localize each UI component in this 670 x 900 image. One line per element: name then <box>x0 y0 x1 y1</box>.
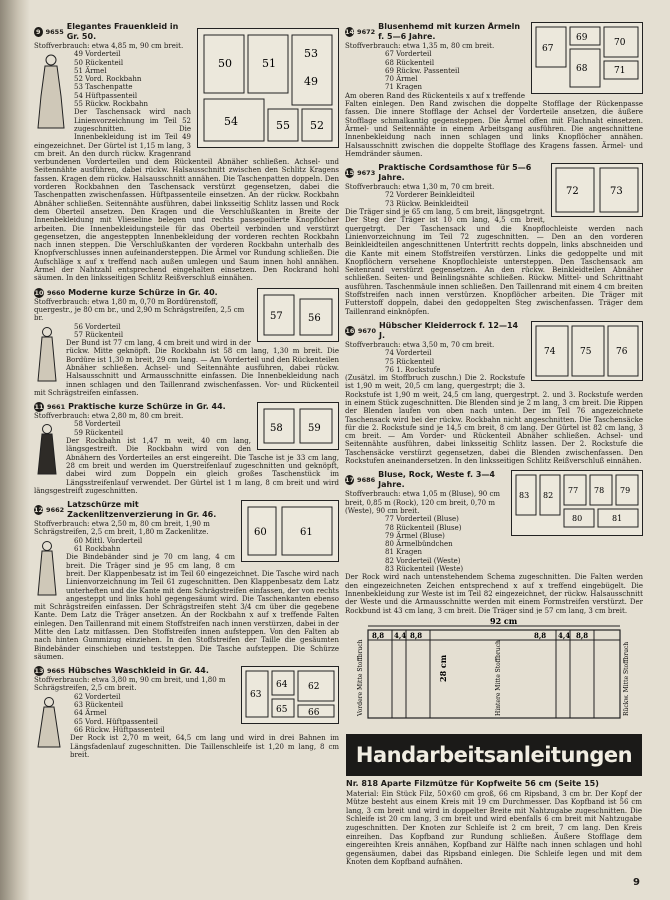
pattern-number: 9655 <box>45 28 64 36</box>
pattern-item-9670 <box>345 321 643 465</box>
fold-width-label: 4,4 <box>558 631 571 640</box>
pattern-number: 9686 <box>357 476 376 485</box>
item-number-badge: 12 <box>34 506 44 515</box>
page-number: 9 <box>633 877 640 888</box>
item-heading <box>34 402 251 412</box>
item-title: Blusenhemd mit kurzen Ärmeln f. 5—6 Jahre. <box>378 22 521 41</box>
fabric-usage: Stoffverbrauch: etwa 2,80 m, 80 cm breit. <box>34 412 184 421</box>
diagram-label: 51 <box>262 57 276 70</box>
diagram-label: 66 <box>308 708 320 719</box>
instructions-text: Der Rock wird nach untenstehendem Schema zugeschnitten. Die Falten werden den eingezeichneten Zeichen entsprechend x auf x treffend eingebügelt. Die Innenbekleidung zur Weste ist im Teil 82 eingezeichnet, der rückw. Halsausschnitt der Weste und die Armausschnitte werden mit einem Formstreifen verstürzt. Der Rockbund ist 43 cm lang, 3 cm breit. Die Träger sind je 57 cm lang, 3 cm breit. <box>345 573 643 614</box>
diagram-label: 80 <box>572 514 583 524</box>
pattern-diagram-9661 <box>257 402 339 450</box>
item-title: Hübsches Waschkleid in Gr. 44. <box>68 666 209 676</box>
pattern-parts-list: 58 Vorderteil 59 Rückenteil <box>74 420 124 437</box>
diagram-label: 76 <box>616 346 628 357</box>
pattern-parts-list: 74 Vorderteil 75 Rückenteil 76 1. Rockstufe <box>385 349 441 374</box>
diagram-label: 52 <box>310 119 324 132</box>
instructions-text: (Zusätzl. im Stoffbruch zuschn.) Die 2. Rockstufe ist 1,90 m weit, 20,5 cm lang, quergestrpt; die 3. Rockstufe ist 1,90 m weit, 24,5 cm lang, quergestrpt. 2. und 3. Rockstufe werden in einem Stück zugeschnitten. Die Blenden sind je 2 m lang, 3 cm breit. Die Rippen der Blenden laufen von oben nach unten. Der im Teil 76 angezeichnete Taschensack wird bei der rückw. Rockbahn nicht angeschnitten. Die Taschensäcke für die 2. Rockstufe sind je 14,5 cm breit, 8 cm lang. Der Gürtel ist 82 cm lang, 3 cm breit. — Am Vorder- und Rückenteil Abnäher schließen. Achsel- und Seitennähte ausführen, dabei linksseitig Schlitz lassen. Der 2. Rockstufe die Taschensäcke verstürzt gegensetzen, dabei die Blenden zwischenfassen. Den Rockstufen aneinandersetzen. In den linksseitigen Schlitz Reißverschluß einnähen. <box>345 374 643 466</box>
diagram-label: 82 <box>543 491 554 501</box>
handarbeit-heading: Nr. 818 Aparte Filzmütze für Kopfweite 56 cm (Seite 15) <box>346 779 599 788</box>
instructions-text: Der Rock ist 2,70 m weit, 64,5 cm lang und wird in drei Bahnen im Längsfadenlauf zugeschnitten. Die Taillenschleife ist 1,20 m lang, 8 cm breit. <box>70 734 339 759</box>
width-label: 92 cm <box>490 618 518 626</box>
item-title: Elegantes Frauenkleid in Gr. 50. <box>66 22 179 41</box>
diagram-label: 49 <box>304 75 318 88</box>
instructions-text: Der Bund ist 77 cm lang, 4 cm breit und wird in der rückw. Mitte geknöpft. Die Rockbahn ist 58 cm lang, 1,30 m breit. Die Bordüre ist 1,30 m breit, 29 cm lang. — Am Vorderteil und den Rückenteilen Abnäher schließen. Achsel- und Seitennähte ausführen, dabei rückw. Halsausschnitt und Armausschnitte einfassen. Die Innenbekleidung nach innen schlagen und den Taillenrand zwischenfassen. Vor- und Rückenteil mit Schrägstreifen einfassen. <box>34 339 339 397</box>
item-title: Hübscher Kleiderrock f. 12—14 J. <box>378 320 519 340</box>
instructions-text: Am oberen Rand des Rückenteils x auf x treffende Falten einlegen. Den Rand zwischen die doppelte Stofflage der Rückenpasse fassen. Die innere Stofflage der Achsel der Vorderteile ansetzen, die äußere Stofflage schmalkantig gegensteppen. Die Ärmel offen mit Flachnaht einsetzen. Ärmel- und Seitennähte in einem Arbeitsgang ausführen. Die angeschnittene Innenbekleidung nach innen schlagen und links Knopflöcher annähen. Halsausschnitt zwischen die doppelte Stofflage des Kragens fassen. Ärmel- und Hemdränder säumen. <box>345 91 643 158</box>
fold-width-label: 8,8 <box>534 631 547 640</box>
instructions-text: Die Träger sind je 65 cm lang, 5 cm breit, längsgetrgnt. Der Steg der Träger ist 10 cm lang, 4,5 cm breit, quergetrgt. Der Taschensack und die Knopflochleiste werden nach Linienvorzeichnung im Teil 72 zugeschnitten. — Den an den vorderen Beinkleidteilen angeschnittenen Untertritt rechts doppeln, links abschneiden und die Kante mit einem Stoffstreifen verstürzen. Links die gedoppelte und mit Knopflöchern versehene Knopflochleiste untersteppen. Den Taschensack am Seitenrand verstürzt gegensetzen. An den rückw. Beinkleidteilen Abnäher schließen. Seiten- und Beinlingsnähte schließen. Rückw. Mittel- und Schrittnaht ausführen. Taschenmäule innen schließen. Den Taillenrand mit einem 4 cm breiten Stoffstreifen nach innen verstürzen. Knopflöcher arbeiten. Die Träger mit Futterstoff doppeln, dabei den gedoppelten Steg zwischenfassen. Träger dem Taillenrand einknöpfen. <box>345 208 643 316</box>
pattern-diagram-9660 <box>257 288 339 342</box>
item-number-badge: 16 <box>345 326 355 335</box>
pattern-diagram-9686 <box>511 470 643 536</box>
diagram-label: 71 <box>614 66 626 76</box>
item-number-badge: 11 <box>34 403 44 412</box>
fabric-usage: Stoffverbrauch: etwa 2,50 m, 80 cm breit, 1,90 m Schrägstreifen, 2,5 cm breit, 1,80 m Zackenlitze. <box>34 520 210 537</box>
diagram-label: 68 <box>576 64 588 74</box>
fabric-usage: Stoffverbrauch: etwa 1,30 m, 70 cm breit. <box>345 183 495 192</box>
fabric-usage: Stoffverbrauch: etwa 3,50 m, 70 cm breit. <box>345 340 495 349</box>
diagram-label: 61 <box>300 527 313 539</box>
pattern-diagram-9672 <box>531 22 643 94</box>
pattern-diagram-9662 <box>241 500 339 562</box>
dress-illustration-icon <box>34 52 68 132</box>
pattern-number: 9670 <box>357 326 376 335</box>
diagram-label: 70 <box>614 38 626 48</box>
item-title: Moderne kurze Schürze in Gr. 40. <box>68 287 218 297</box>
pattern-item-9686 <box>345 470 643 614</box>
fabric-usage: Stoffverbrauch: etwa 1,80 m, 0,70 m Bordürenstoff, quergestr., je 80 cm br., und 2,90 m Schrägstreifen, 2,5 cm br. <box>34 297 245 323</box>
section-banner: Handarbeitsanleitungen <box>346 734 642 776</box>
handarbeit-text: Material: Ein Stück Filz, 50×60 cm groß, 66 cm Ripsband, 3 cm br. Der Kopf der Mütze besteht aus einem Kreis mit 19 cm Durchmesser. Das Kopfband ist 56 cm lang, 3 cm breit und wird in doppelter Breite mit Nahtzugabe zugeschnitten. Die Schleife ist 20 cm lang, 3 cm breit und wird ebenfalls 6 cm breit mit Nahtzugabe zugeschnitten. Der Knoten zur Schleife ist 2 cm breit, 7 cm lang. Den Kreis einreihen. Das Kopfband zur Rundung schließen. Äußere Stofflage dem eingereihten Kreis annähen, Kopfband zur Hälfte nach innen schlagen und hohl gegensäumen, dabei das Ripsband einlegen. Die Schleife legen und mit dem Knoten dem Kopfband aufnähen. <box>346 789 642 867</box>
pattern-number: 9672 <box>357 28 376 36</box>
diagram-label: 81 <box>612 514 623 524</box>
pattern-number: 9662 <box>46 506 65 515</box>
right-column <box>345 22 643 614</box>
fabric-usage: Stoffverbrauch: etwa 3,80 m, 90 cm breit, und 1,80 m Schrägstreifen, 2,5 cm breit. <box>34 676 226 693</box>
side-label: Rückw. Mitte Stoffbruch <box>623 641 630 716</box>
diagram-label: 57 <box>270 310 283 322</box>
diagram-label: 72 <box>566 186 579 198</box>
fold-width-label: 4,4 <box>394 631 407 640</box>
item-heading <box>345 321 525 341</box>
diagram-label: 74 <box>544 346 556 357</box>
pattern-parts-list: 60 Mittl. Vorderteil 61 Rockbahn <box>74 536 143 554</box>
fold-width-label: 8,8 <box>372 631 385 640</box>
item-title: Latzschürze mit Zackenlitzenverzierung in Gr. 46. <box>67 500 217 520</box>
diagram-label: 78 <box>594 486 605 496</box>
pattern-item-9660 <box>34 288 339 398</box>
diagram-label: 50 <box>218 57 232 70</box>
pattern-parts-list: 67 Vorderteil 68 Rückenteil 69 Rückw. Passenteil 70 Ärmel 71 Kragen <box>385 50 460 92</box>
item-heading <box>34 22 191 42</box>
diagram-label: 73 <box>610 186 623 198</box>
fold-width-label: 8,8 <box>576 631 589 640</box>
fabric-usage: Stoffverbrauch: etwa 1,35 m, 80 cm breit. <box>345 42 495 50</box>
diagram-label: 67 <box>542 44 554 54</box>
pattern-item-9673 <box>345 163 643 316</box>
item-title: Bluse, Rock, Weste f. 3—4 Jahre. <box>378 470 495 490</box>
diagram-label: 65 <box>276 705 288 716</box>
pattern-parts-list: 49 Vorderteil 50 Rückenteil 51 Ärmel 52 Vord. Rockbahn 53 Taschenpatte 54 Hüftpassenteil 55 Rückw. Rockbahn <box>74 50 149 109</box>
diagram-label: 56 <box>308 312 321 324</box>
bib-apron-illustration-icon <box>34 539 60 599</box>
handarbeit-section <box>346 780 642 867</box>
pattern-diagram-9655 <box>197 28 339 148</box>
pattern-item-9665 <box>34 666 339 759</box>
diagram-label: 55 <box>276 119 290 132</box>
skirt-cutting-diagram <box>350 618 642 726</box>
item-number-badge: 15 <box>345 169 355 178</box>
item-heading <box>345 22 525 42</box>
page-binding-shadow <box>0 0 30 900</box>
pattern-item-9661 <box>34 402 339 495</box>
item-number-badge: 10 <box>34 288 44 297</box>
diagram-label: 75 <box>580 346 592 357</box>
pattern-parts-list: 62 Vorderteil 63 Rückenteil 64 Ärmel 65 Vord. Hüftpassenteil 66 Rückw. Hüftpassenteil <box>74 692 165 734</box>
item-number-badge: 14 <box>345 28 355 36</box>
instructions-text: Die Bindebänder sind je 70 cm lang, 4 cm breit. Die Träger sind je 95 cm lang, 8 cm breit. Der Klappenbesatz ist im Teil 60 eingezeichnet. Die Tasche wird nach Linienvorzeichnung im Teil 61 zugeschnitten. Den Klappenbesatz dem Latz unterheften und die Kante mit dem Schrägstreifen einfassen, der von rechts angesteppt und links hohl gegengesäumt wird. Die Taschenkanten ebenso mit Schrägstreifen einfassen. Der Schrägstreifen steht 3/4 cm über die gegebene Kante. Dem Latz die Träger ansetzen. An der Rockbahn x auf x treffende Falten einlegen. Den Taillenrand mit einem Stoffstreifen nach innen verstürzen, dabei in der Mitte den Latz mitfassen. Den Stoffstreifen innen aufsteppen. Von den Falten ab nach hinten Gummizug einziehen. In den Stoffstreifen der Taille die gesäumten Bindebänder einschieben und teststeppen. Die Tasche aufsteppen. Die Schürze säumen. <box>34 553 339 661</box>
diagram-label: 63 <box>250 690 262 701</box>
item-heading <box>34 288 251 298</box>
pattern-number: 9665 <box>47 667 66 676</box>
diagram-label: 58 <box>270 423 283 435</box>
item-heading <box>345 163 545 183</box>
side-label: Hintere Mitte Stoffbruch <box>495 640 502 716</box>
diagram-label: 59 <box>308 423 321 435</box>
pattern-diagram-9670 <box>531 321 643 381</box>
fold-width-label: 8,8 <box>410 631 423 640</box>
diagram-label: 77 <box>568 486 579 496</box>
item-number-badge: 17 <box>345 476 355 485</box>
item-heading <box>34 500 235 520</box>
pattern-item-9672 <box>345 22 643 158</box>
left-column <box>34 22 339 764</box>
diagram-label: 60 <box>254 527 267 539</box>
apron-illustration-icon <box>34 422 60 478</box>
dress-illustration-icon <box>34 695 64 751</box>
diagram-label: 53 <box>304 47 318 60</box>
diagram-label: 69 <box>576 33 588 43</box>
height-label: 28 cm <box>438 654 448 682</box>
pattern-diagram-9673 <box>551 163 643 217</box>
pattern-item-9655 <box>34 22 339 283</box>
pattern-number: 9661 <box>47 403 66 412</box>
pattern-diagram-9665 <box>241 666 339 724</box>
diagram-label: 79 <box>620 486 631 496</box>
instructions-text: Der Rockbahn ist 1,47 m weit, 40 cm lang, längsgestreift. Die Rockbahn wird von den Abnähern des Vorderteiles an erst eingereiht. Die Tasche ist je 33 cm lang, 28 cm breit und werden im Querstreifenlauf zugeschnitten und geknöpft, dabei wird zum Doppeln ein gleich großes Taschenstück im Längsstreifenlauf verwendet. Der Gürtel ist 1 m lang, 8 cm breit und wird längsgestreift zugeschnitten. <box>34 437 339 495</box>
pattern-number: 9673 <box>357 169 376 178</box>
instructions-text: Der Taschensack wird nach Linienvorzeichnung im Teil 52 zugeschnitten. Die Innenbekleidung ist im Teil 49 eingezeichnet. Der Gürtel ist 1,15 m lang, 3 cm breit. An den durch rückw. Kragenrand verbundenen Vorderteilen und dem Rückenteil Abnäher schließen. Achsel- und Seitennähte ausführen, dabei rückw. Halsausschnitt zwischen den Schlitz Kragens fassen. Kragen dem rückw. Halsausschnitt annähen. Die Taschenpatten doppeln. Den vorderen Rockbahnen den Taschensack verstürzt gegensetzen, dabei die Taschenpatten zwischenfassen. Hüftpassenteile einsetzen. An der rückw. Rockbahn Abnäher schließen. Seitennähte ausführen, dabei linksseitig Schlitz lassen und Rock dem Oberteil ansetzen. Den Kragen und die Verschlußkanten in Breite der Innenbekleidung mit Vlieseline belegen und rechts passepoilierte Knopflöcher arbeiten. Die Innenbekleidungsteile für das Oberteil verbinden und verstürzt gegensetzen, die angesteppten Innenbekleidung der vorderen rechten Rockbahn nach innen steppen. Die Verschlußkanten der vorderen Rockbahn unterhalb des Knopfverschlusses innen aufeinandersteppen. Die Ärmel vor Rundung schließen. Die Aufschläge x auf x treffend nach außen umlegen und Saum innen hohl annähen. Ärmel der Nahtzahl entsprechend eingehalten einsetzen. Den Rockrand hohl säumen. In den linksseitigen Schlitz Reißverschluß einnähen. <box>34 108 339 283</box>
fabric-usage: Stoffverbrauch: etwa 4,85 m, 90 cm breit. <box>34 42 184 50</box>
item-heading <box>34 666 235 676</box>
item-heading <box>345 470 505 490</box>
item-number-badge: 9 <box>34 27 43 37</box>
diagram-label: 62 <box>308 682 320 693</box>
item-number-badge: 13 <box>34 667 44 676</box>
pattern-parts-list: 77 Vorderteil (Bluse) 78 Rückenteil (Bluse) 79 Ärmel (Bluse) 80 Ärmelbündchen 81 Kragen 82 Vorderteil (Weste) 83 Rückenteil (Weste) <box>385 515 464 574</box>
fabric-usage: Stoffverbrauch: etwa 1,05 m (Bluse), 90 cm breit, 0,85 m (Rock), 120 cm breit, 0,70 m (Weste), 90 cm breit. <box>345 490 501 515</box>
pattern-item-9662 <box>34 500 339 661</box>
side-label: Vordere Mitte Stoffbruch <box>357 639 364 716</box>
diagram-label: 64 <box>276 680 288 691</box>
pattern-parts-list: 56 Vorderteil 57 Rückenteil <box>74 322 124 339</box>
diagram-label: 83 <box>519 491 530 501</box>
item-title: Praktische kurze Schürze in Gr. 44. <box>68 402 226 412</box>
diagram-label: 54 <box>224 115 238 128</box>
apron-illustration-icon <box>34 325 60 385</box>
item-title: Praktische Cordsamthose für 5—6 Jahre. <box>378 163 532 183</box>
pattern-number: 9660 <box>47 288 66 297</box>
pattern-parts-list: 72 Vorderer Beinkleidteil 73 Rückw. Beinkleidteil <box>385 191 475 208</box>
